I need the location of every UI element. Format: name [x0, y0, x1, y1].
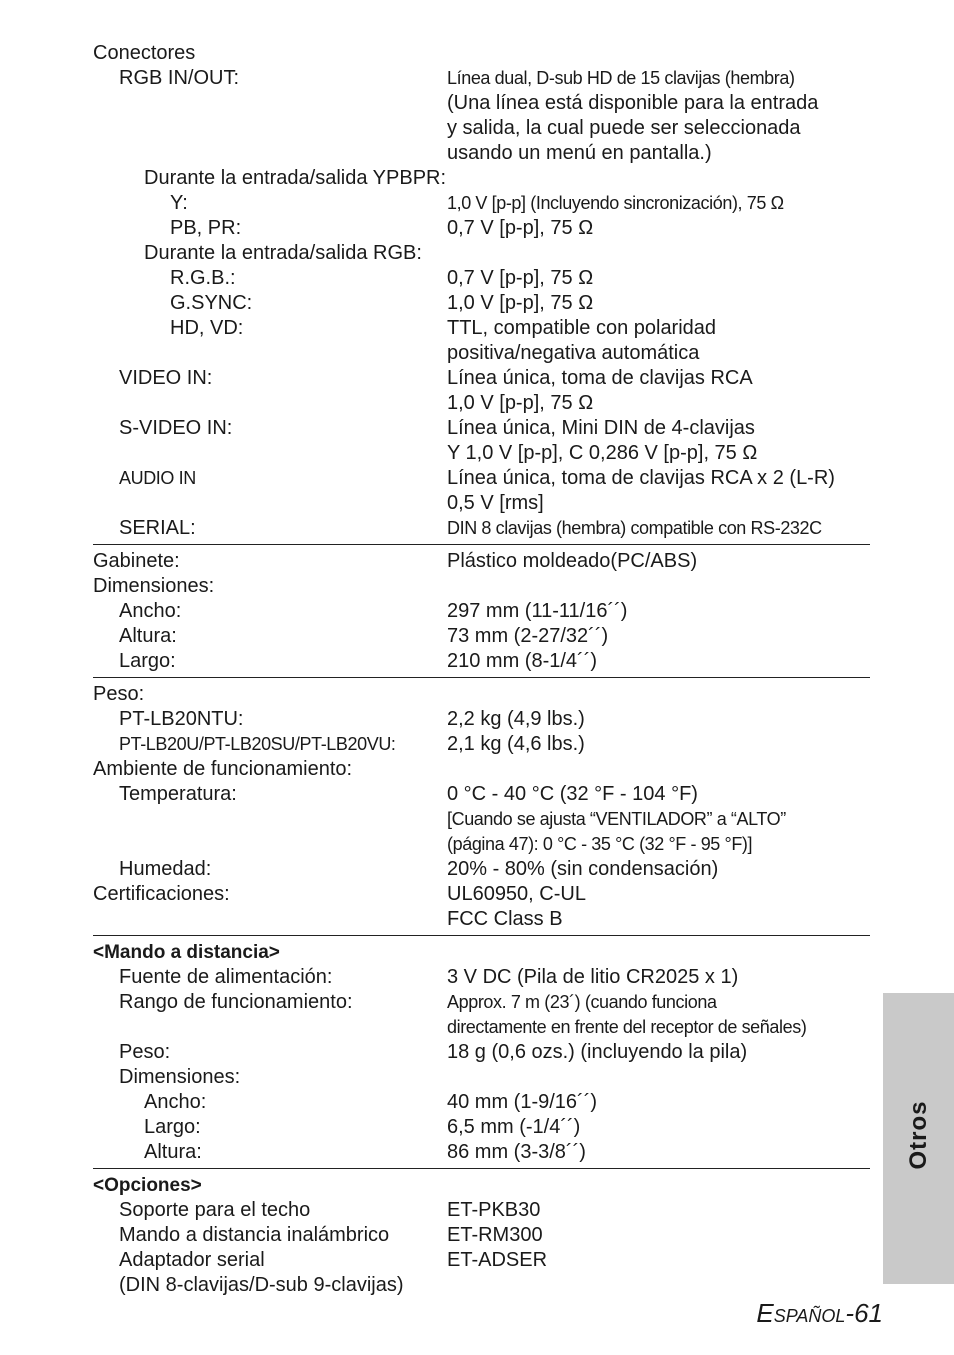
spec-row [93, 757, 870, 782]
spec-row [93, 516, 870, 541]
spec-label: Altura: [119, 625, 177, 647]
section-divider [93, 544, 870, 545]
spec-label: AUDIO IN [119, 468, 196, 488]
spec-label: Altura: [144, 1141, 202, 1163]
spec-value: 20% - 80% (sin condensación) [447, 858, 719, 880]
spec-value: 1,0 V [p-p] (Incluyendo sincronización), 75 Ω [447, 193, 784, 213]
spec-value: TTL, compatible con polaridad [447, 317, 717, 339]
spec-row [93, 882, 870, 907]
spec-label [93, 441, 447, 466]
spec-label [93, 1015, 447, 1040]
spec-value: y salida, la cual puede ser seleccionada [447, 117, 801, 139]
spec-value: 0,5 V [rms] [447, 492, 544, 514]
spec-row [93, 782, 870, 807]
spec-label: Ambiente de funcionamiento: [93, 758, 353, 780]
footer-language-rest: SPAÑOL [773, 1306, 846, 1326]
spec-section [93, 682, 870, 932]
spec-value: 3 V DC (Pila de litio CR2025 x 1) [447, 966, 739, 988]
spec-value: Línea dual, D-sub HD de 15 clavijas (hembra) [447, 68, 795, 88]
spec-row [93, 732, 870, 757]
spec-row [93, 1140, 870, 1165]
section-divider [93, 935, 870, 936]
spec-value [447, 1273, 870, 1298]
spec-label: Largo: [119, 650, 176, 672]
section-tab-otros[interactable] [883, 993, 954, 1284]
spec-label: Fuente de alimentación: [119, 966, 333, 988]
spec-label [93, 116, 447, 141]
spec-value: DIN 8 clavijas (hembra) compatible con RS-232C [447, 518, 822, 538]
spec-row [93, 574, 870, 599]
spec-value: Plástico moldeado(PC/ABS) [447, 550, 698, 572]
section-divider [93, 1168, 870, 1169]
spec-row [93, 1090, 870, 1115]
spec-row [93, 1248, 870, 1273]
spec-row [93, 649, 870, 674]
spec-label: Ancho: [119, 600, 182, 622]
spec-row [93, 466, 870, 491]
spec-row [93, 965, 870, 990]
spec-value: 18 g (0,6 ozs.) (incluyendo la pila) [447, 1041, 748, 1063]
spec-row [93, 266, 870, 291]
spec-value: 210 mm (8-1/4´´) [447, 650, 598, 672]
spec-value: 1,0 V [p-p], 75 Ω [447, 392, 594, 414]
spec-value [447, 166, 870, 191]
spec-label [93, 391, 447, 416]
spec-label: Soporte para el techo [119, 1199, 311, 1221]
spec-row [93, 682, 870, 707]
spec-label: Ancho: [144, 1091, 207, 1113]
spec-label: HD, VD: [170, 317, 244, 339]
spec-label: SERIAL: [119, 517, 196, 539]
spec-value: ET-PKB30 [447, 1199, 541, 1221]
spec-value: 0,7 V [p-p], 75 Ω [447, 217, 594, 239]
spec-label: Largo: [144, 1116, 201, 1138]
spec-row [93, 1015, 870, 1040]
spec-label: Conectores [93, 42, 196, 64]
spec-row [93, 857, 870, 882]
spec-label [93, 141, 447, 166]
spec-value: 0,7 V [p-p], 75 Ω [447, 267, 594, 289]
spec-row [93, 832, 870, 857]
spec-value: [Cuando se ajusta “VENTILADOR” a “ALTO” [447, 809, 786, 829]
spec-section [93, 41, 870, 541]
spec-value: 2,2 kg (4,9 lbs.) [447, 708, 585, 730]
spec-value: 6,5 mm (-1/4´´) [447, 1116, 581, 1138]
spec-label: Peso: [119, 1041, 171, 1063]
spec-row [93, 416, 870, 441]
spec-value: Línea única, toma de clavijas RCA [447, 367, 753, 389]
spec-row [93, 141, 870, 166]
spec-row [93, 1040, 870, 1065]
spec-row [93, 116, 870, 141]
spec-value: ET-RM300 [447, 1224, 543, 1246]
spec-label: Humedad: [119, 858, 212, 880]
spec-value [447, 682, 870, 707]
spec-value: ET-ADSER [447, 1249, 548, 1271]
spec-label [93, 91, 447, 116]
section-heading: <Opciones> [93, 1175, 202, 1196]
spec-label: Y: [170, 192, 188, 214]
spec-label: (DIN 8-clavijas/D-sub 9-clavijas) [119, 1274, 404, 1296]
spec-row [93, 391, 870, 416]
spec-label: Dimensiones: [119, 1066, 241, 1088]
spec-row [93, 624, 870, 649]
spec-row [93, 907, 870, 932]
spec-row [93, 441, 870, 466]
spec-row [93, 807, 870, 832]
spec-label: PB, PR: [170, 217, 242, 239]
spec-value: Approx. 7 m (23´) (cuando funciona [447, 992, 717, 1012]
spec-section [93, 549, 870, 674]
spec-row [93, 241, 870, 266]
spec-label: Peso: [93, 683, 145, 705]
spec-value: 86 mm (3-3/8´´) [447, 1141, 586, 1163]
spec-section [93, 1173, 870, 1298]
spec-label: R.G.B.: [170, 267, 236, 289]
page-number: -61 [845, 1298, 883, 1328]
spec-label: Temperatura: [119, 783, 237, 805]
spec-label: Durante la entrada/salida YPBPR: [144, 167, 447, 189]
spec-value: 297 mm (11-11/16´´) [447, 600, 628, 622]
section-tab-label: Otros [904, 1100, 932, 1170]
spec-value: FCC Class B [447, 908, 563, 930]
spec-row [93, 366, 870, 391]
spec-label [93, 832, 447, 857]
spec-value [447, 1065, 870, 1090]
spec-value: positiva/negativa automática [447, 342, 700, 364]
spec-label: VIDEO IN: [119, 367, 213, 389]
spec-value: 2,1 kg (4,6 lbs.) [447, 733, 585, 755]
spec-value: 73 mm (2-27/32´´) [447, 625, 609, 647]
spec-list [93, 41, 870, 1298]
spec-row [93, 216, 870, 241]
spec-row [93, 291, 870, 316]
spec-value [447, 41, 870, 66]
spec-section [93, 940, 870, 1165]
spec-label: Adaptador serial [119, 1249, 265, 1271]
spec-value [447, 241, 870, 266]
spec-label [93, 491, 447, 516]
spec-value [447, 940, 870, 965]
spec-label: Certificaciones: [93, 883, 230, 905]
spec-row [93, 491, 870, 516]
spec-row [93, 191, 870, 216]
spec-label: PT-LB20U/PT-LB20SU/PT-LB20VU: [119, 734, 396, 754]
section-divider [93, 677, 870, 678]
spec-row [93, 66, 870, 91]
spec-value: 40 mm (1-9/16´´) [447, 1091, 598, 1113]
spec-value: (página 47): 0 °C - 35 °C (32 °F - 95 °F)] [447, 834, 753, 854]
spec-value [447, 757, 870, 782]
spec-value: UL60950, C-UL [447, 883, 586, 905]
spec-row [93, 166, 870, 191]
spec-row [93, 549, 870, 574]
spec-label: Rango de funcionamiento: [119, 991, 353, 1013]
spec-row [93, 41, 870, 66]
spec-label: Dimensiones: [93, 575, 215, 597]
spec-value: Línea única, toma de clavijas RCA x 2 (L-R) [447, 467, 835, 489]
spec-value: Línea única, Mini DIN de 4-clavijas [447, 417, 755, 439]
spec-value [447, 1173, 870, 1198]
spec-row [93, 1115, 870, 1140]
spec-row [93, 599, 870, 624]
section-heading-row [93, 940, 870, 965]
section-heading: <Mando a distancia> [93, 942, 280, 963]
spec-label: RGB IN/OUT: [119, 67, 240, 89]
spec-row [93, 707, 870, 732]
spec-label [93, 907, 447, 932]
section-heading-row [93, 1173, 870, 1198]
spec-label [93, 341, 447, 366]
spec-value: usando un menú en pantalla.) [447, 142, 712, 164]
spec-value: (Una línea está disponible para la entrada [447, 92, 819, 114]
spec-label: PT-LB20NTU: [119, 708, 244, 730]
spec-row [93, 1065, 870, 1090]
spec-row [93, 1198, 870, 1223]
spec-value: directamente en frente del receptor de señales) [447, 1017, 807, 1037]
spec-row [93, 91, 870, 116]
spec-label: S-VIDEO IN: [119, 417, 233, 439]
footer-language-initial: E [756, 1298, 774, 1328]
spec-row [93, 316, 870, 341]
spec-label: Durante la entrada/salida RGB: [144, 242, 422, 264]
spec-value [447, 574, 870, 599]
page-footer [756, 1298, 883, 1329]
spec-value: 1,0 V [p-p], 75 Ω [447, 292, 594, 314]
spec-value: Y 1,0 V [p-p], C 0,286 V [p-p], 75 Ω [447, 442, 758, 464]
spec-row [93, 1273, 870, 1298]
spec-label: Gabinete: [93, 550, 180, 572]
spec-label: Mando a distancia inalámbrico [119, 1224, 390, 1246]
spec-row [93, 990, 870, 1015]
spec-label [93, 807, 447, 832]
spec-value: 0 °C - 40 °C (32 °F - 104 °F) [447, 783, 698, 805]
spec-row [93, 341, 870, 366]
spec-label: G.SYNC: [170, 292, 253, 314]
spec-row [93, 1223, 870, 1248]
